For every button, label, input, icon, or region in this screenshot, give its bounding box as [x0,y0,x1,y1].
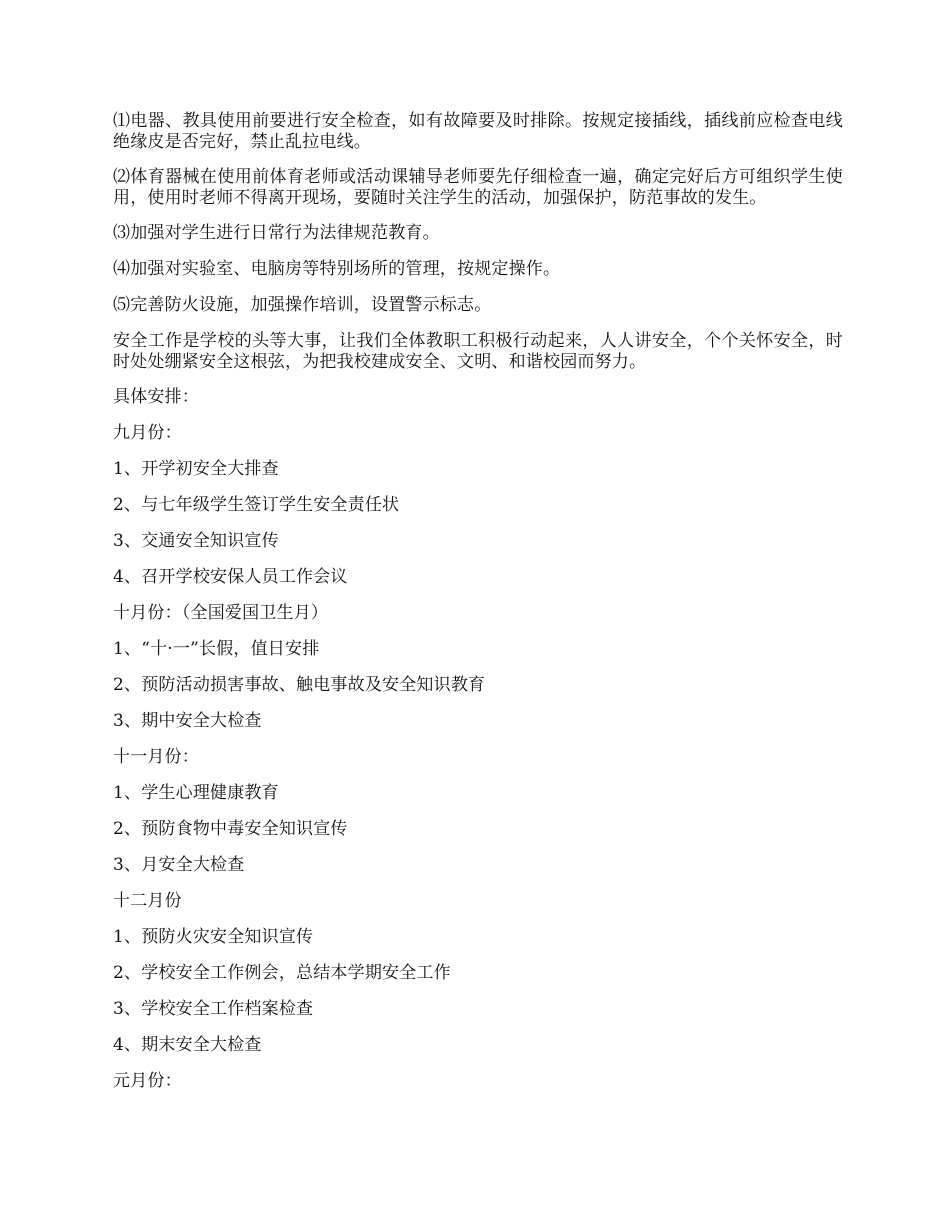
list-item: 4、召开学校安保人员工作会议 [113,567,348,587]
section-heading-schedule: 具体安排： [113,387,199,407]
list-item: 3、学校安全工作档案检查 [113,999,314,1019]
month-heading-january: 元月份： [113,1071,182,1091]
list-item: 4、期末安全大检查 [113,1035,262,1055]
list-item: 1、开学初安全大排查 [113,459,279,479]
list-item: 3、交通安全知识宣传 [113,531,279,551]
list-item: 3、期中安全大检查 [113,711,262,731]
paragraph-sports-equipment: ⑵体育器械在使用前体育老师或活动课辅导老师要先仔细检查一遍，确定完好后方可组织学生使用，使用时老师不得离开现场，要随时关注学生的活动，加强保护，防范事故的发生。 [113,167,843,208]
list-item: 1、预防火灾安全知识宣传 [113,927,314,947]
paragraph-fire-prevention: ⑸完善防火设施，加强操作培训，设置警示标志。 [113,295,492,315]
paragraph-behavior-education: ⑶加强对学生进行日常行为法律规范教育。 [113,223,440,243]
list-item: 2、与七年级学生签订学生安全责任状 [113,495,400,515]
list-item: 2、预防活动损害事故、触电事故及安全知识教育 [113,675,486,695]
list-item: 1、学生心理健康教育 [113,783,279,803]
document-page [113,111,843,1107]
paragraph-safety-check-electrical: ⑴电器、教具使用前要进行安全检查，如有故障要及时排除。按规定接插线，插线前应检查电线绝缘皮是否完好，禁止乱拉电线。 [113,111,843,152]
month-heading-october: 十月份：（全国爱国卫生月） [113,603,329,623]
list-item: 3、月安全大检查 [113,855,245,875]
paragraph-special-rooms: ⑷加强对实验室、电脑房等特别场所的管理，按规定操作。 [113,259,561,279]
list-item: 2、预防食物中毒安全知识宣传 [113,819,348,839]
month-heading-september: 九月份： [113,423,182,443]
paragraph-safety-summary: 安全工作是学校的头等大事，让我们全体教职工积极行动起来，人人讲安全，个个关怀安全，时时处处绷紧安全这根弦，为把我校建成安全、文明、和谐校园而努力。 [113,331,843,372]
list-item: 1、“十·一”长假，值日安排 [113,639,320,659]
list-item: 2、学校安全工作例会，总结本学期安全工作 [113,963,451,983]
month-heading-november: 十一月份： [113,747,199,767]
month-heading-december: 十二月份 [113,891,182,911]
